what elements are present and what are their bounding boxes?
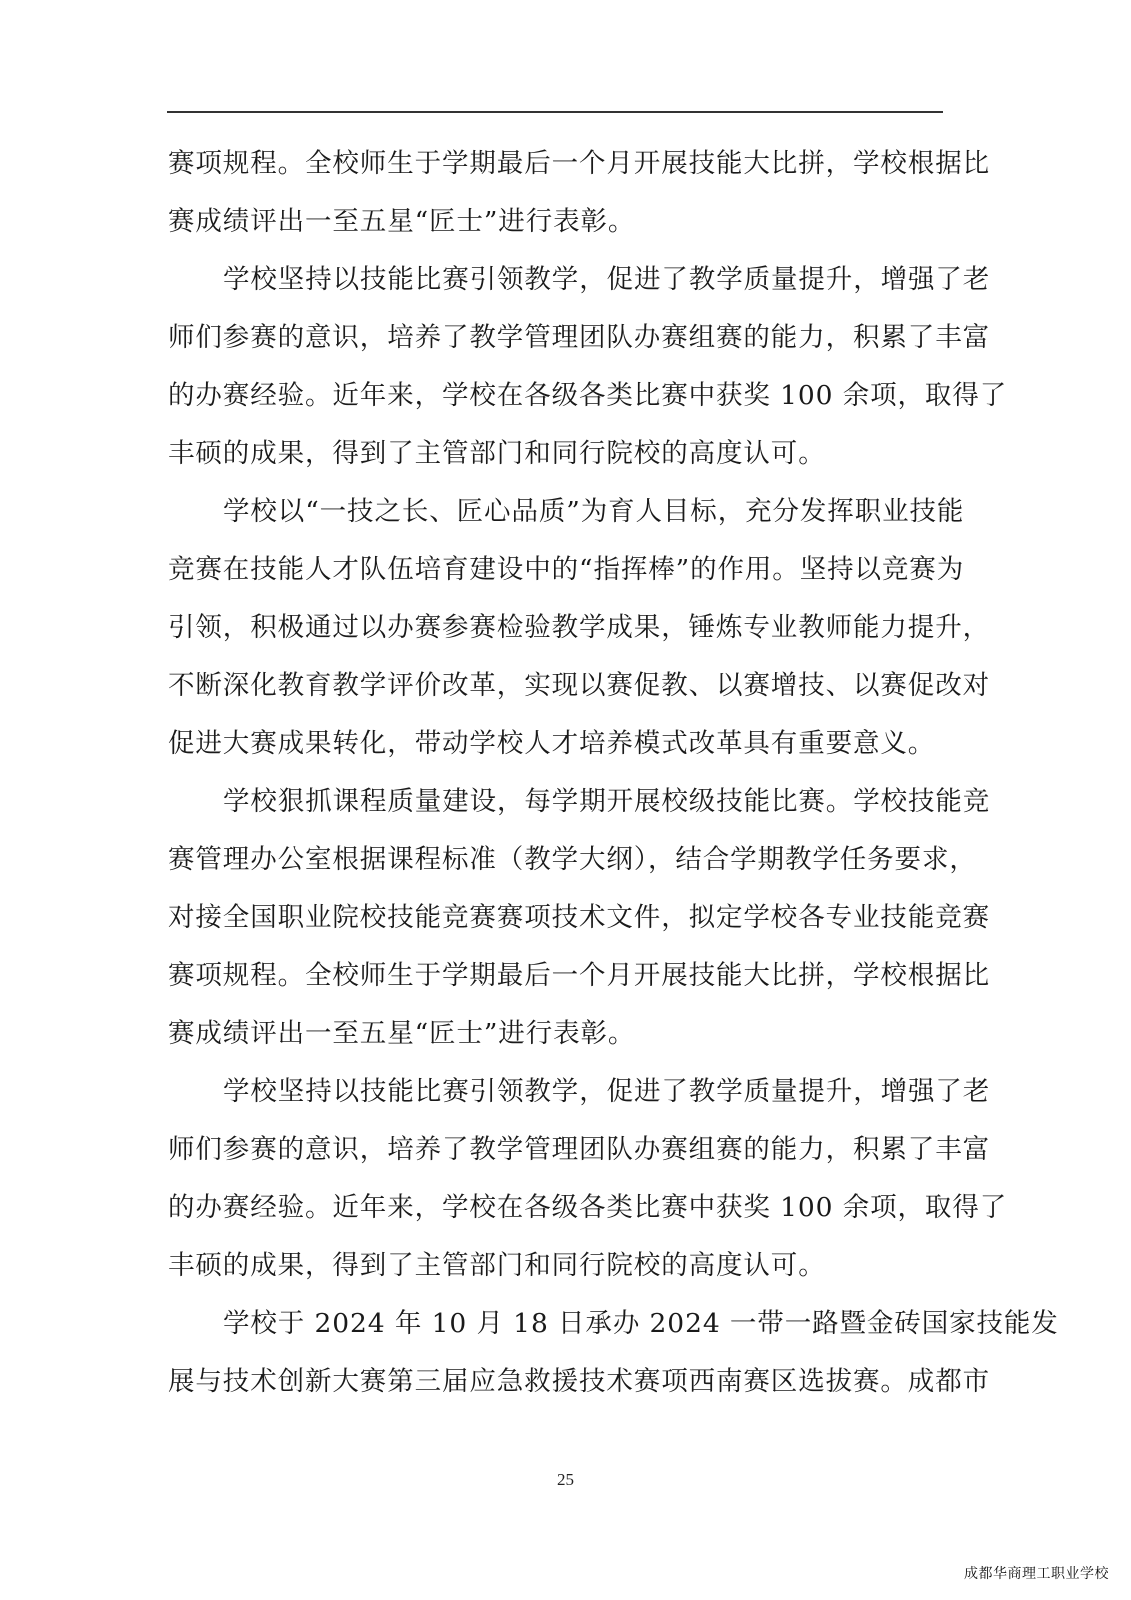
- header-rule: [167, 111, 943, 113]
- text-line: 师们参赛的意识，培养了教学管理团队办赛组赛的能力，积累了丰富: [168, 1134, 990, 1165]
- school-watermark: 成都华商理工职业学校: [964, 1566, 1109, 1582]
- text-line: 的办赛经验。近年来，学校在各级各类比赛中获奖 100 余项，取得了: [168, 1192, 1008, 1223]
- text-line: 赛项规程。全校师生于学期最后一个月开展技能大比拼，学校根据比: [168, 148, 990, 179]
- text-line: 促进大赛成果转化，带动学校人才培养模式改革具有重要意义。: [168, 728, 936, 759]
- text-line: 学校坚持以技能比赛引领教学，促进了教学质量提升，增强了老: [223, 264, 991, 295]
- paragraph: [168, 256, 1008, 488]
- text-line: 学校以“一技之长、匠心品质”为育人目标，充分发挥职业技能: [223, 496, 965, 527]
- text-line: 竞赛在技能人才队伍培育建设中的“指挥棒”的作用。坚持以竞赛为: [168, 554, 965, 585]
- text-line: 对接全国职业院校技能竞赛赛项技术文件，拟定学校各专业技能竞赛: [168, 902, 990, 933]
- text-line: 赛成绩评出一至五星“匠士”进行表彰。: [168, 206, 636, 237]
- paragraph: [168, 488, 990, 778]
- paragraph: [168, 1068, 1008, 1300]
- text-line: 引领，积极通过以办赛参赛检验教学成果，锤炼专业教师能力提升，: [168, 612, 990, 643]
- paragraph: [168, 140, 990, 256]
- text-line: 学校于 2024 年 10 月 18 日承办 2024 一带一路暨金砖国家技能发: [223, 1308, 1059, 1339]
- text-line: 的办赛经验。近年来，学校在各级各类比赛中获奖 100 余项，取得了: [168, 380, 1008, 411]
- text-line: 展与技术创新大赛第三届应急救援技术赛项西南赛区选拔赛。成都市: [168, 1366, 990, 1397]
- page-number: 25: [557, 1470, 574, 1489]
- text-line: 不断深化教育教学评价改革，实现以赛促教、以赛增技、以赛促改对: [168, 670, 990, 701]
- text-line: 赛项规程。全校师生于学期最后一个月开展技能大比拼，学校根据比: [168, 960, 990, 991]
- text-line: 学校坚持以技能比赛引领教学，促进了教学质量提升，增强了老: [223, 1076, 991, 1107]
- text-line: 丰硕的成果，得到了主管部门和同行院校的高度认可。: [168, 1250, 826, 1281]
- text-line: 丰硕的成果，得到了主管部门和同行院校的高度认可。: [168, 438, 826, 469]
- paragraph: [168, 1300, 1059, 1416]
- text-line: 学校狠抓课程质量建设，每学期开展校级技能比赛。学校技能竞: [223, 786, 991, 817]
- text-line: 师们参赛的意识，培养了教学管理团队办赛组赛的能力，积累了丰富: [168, 322, 990, 353]
- paragraph: [168, 778, 991, 1068]
- text-line: 赛成绩评出一至五星“匠士”进行表彰。: [168, 1018, 636, 1049]
- text-line: 赛管理办公室根据课程标准（教学大纲），结合学期教学任务要求，: [168, 844, 977, 875]
- body-text: [168, 140, 1059, 1416]
